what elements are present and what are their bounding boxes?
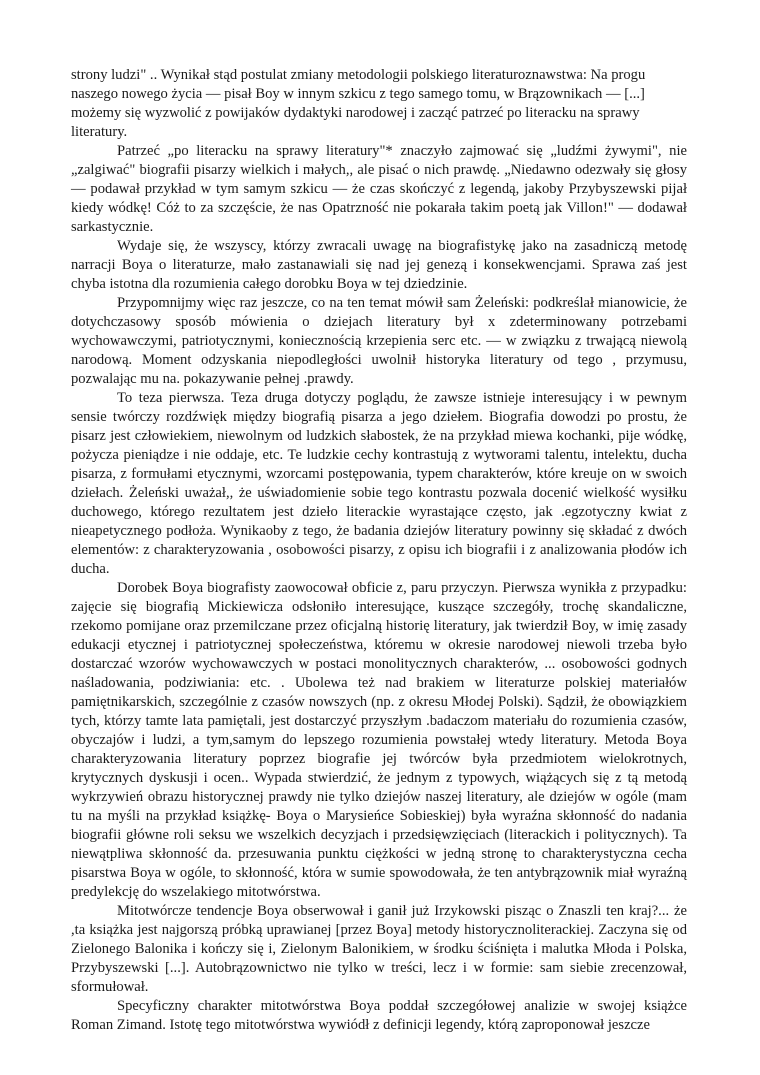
paragraph-7: Mitotwórcze tendencje Boya obserwował i ganił już Irzykowski pisząc o Znaszli ten kraj?... że ,ta książka jest najgorszą próbką uprawianej [przez Boya] metody historycznoliterackiej. Zaczyna się od Zielonego Balonika i kończy się i, Zielonym Balonikiem, w środku ściśnięta i malutka Młoda i Polska, Przybyszewski [...]. Autobrązownictwo nie tylko w treści, lecz i w formie: sam siebie zrecenzował, sformułował. (71, 903, 687, 995)
paragraph-2: Patrzeć „po literacku na sprawy literatury"* znaczyło zajmować się „ludźmi żywymi", nie „zalgiwać" biografii pisarzy wielkich i małych,, ale pisać o nich prawdę. „Niedawno odezwały się głosy — podawał przykład w tym samym szkicu — że czas skończyć z legendą, jakoby Przybyszewski pijał kiedy wódkę! Cóż to za szczęście, że nas Opatrzność nie pokarała takim poetą jak Villon!" — dodawał sarkastycznie. (71, 143, 687, 235)
paragraph-3: Wydaje się, że wszyscy, którzy zwracali uwagę na biografistykę jako na zasadniczą metodę narracji Boya o literaturze, mało zastanawiali się nad jej genezą i konsekwencjami. Sprawa zaś jest chyba istotna dla rozumienia całego dorobku Boya w tej dziedzinie. (71, 238, 687, 292)
document-page (71, 66, 687, 1035)
paragraph-1: strony ludzi" .. Wynikał stąd postulat zmiany metodologii polskiego literaturoznawstwa: Na progu naszego nowego życia — pisał Boy w innym szkicu z tego samego tomu, w Brązownikach — [...] możemy się wyzwolić z powijaków dydaktyki narodowej i zacząć patrzeć po literacku na sprawy literatury. (71, 67, 646, 140)
paragraph-5: To teza pierwsza. Teza druga dotyczy poglądu, że zawsze istnieje interesujący i w pewnym sensie twórczy rozdźwięk między biografią pisarza a jego dziełem. Biografia dowodzi po prostu, że pisarz jest człowiekiem, niewolnym od ludzkich słabostek, że na przykład miewa kochanki, pije wódkę, pożycza pieniądze i nie oddaje, etc. Te ludzkie cechy kontrastują z wytworami talentu, intelektu, ducha pisarza, z formułami etycznymi, wzorcami postępowania, typem charakterów, które kreuje on w swoich dziełach. Żeleński uważał,, że uświadomienie sobie tego kontrastu pozwala docenić wielkość wysiłku duchowego, którego rezultatem jest dzieło literackie wyrastające często, jak .egzotyczny kwiat z nieapetycznego podłoża. Wynikaoby z tego, że badania dziejów literatury powinny się składać z dwóch elementów: z charakteryzowania , osobowości pisarzy, z opisu ich biografii i z analizowania płodów ich ducha. (71, 390, 687, 577)
paragraph-8: Specyficzny charakter mitotwórstwa Boya poddał szczegółowej analizie w swojej książce Roman Zimand. Istotę tego mitotwórstwa wywiódł z definicji legendy, którą zaproponował jeszcze (71, 998, 687, 1033)
paragraph-4: Przypomnijmy więc raz jeszcze, co na ten temat mówił sam Żeleński: podkreślał mianowicie, że dotychczasowy sposób mówienia o dziejach literatury był x zdeterminowany potrzebami wychowawczymi, patriotycznymi, koniecznością krzepienia serc etc. — w związku z trwającą niewolą narodową. Moment odzyskania niepodległości uwolnił historyka literatury od tego , przymusu, pozwalając mu na. pokazywanie pełnej .prawdy. (71, 295, 687, 387)
paragraph-6: Dorobek Boya biografisty zaowocował obficie z, paru przyczyn. Pierwsza wynikła z przypadku: zajęcie się biografią Mickiewicza odsłoniło interesujące, kuszące szczegóły, trochę skandaliczne, rzekomo pomijane oraz przemilczane przez oficjalną historię literatury, jak twierdził Boy, w imię zasady edukacji etycznej i patriotycznej społeczeństwa, któremu w okresie narodowej niewoli trzeba było dostarczać wzorów wychowawczych w postaci monolitycznych charakterów, ... osobowości godnych naśladowania, podziwiania: etc. . Ubolewa też nad brakiem w literaturze polskiej materiałów pamiętnikarskich, szczególnie z czasów nowszych (np. z okresu Młodej Polski). Sądził, że obowiązkiem tych, którzy tamte lata pamiętali, jest dostarczyć przyszłym .badaczom materiału do rozumienia czasów, obyczajów i ludzi, a tym,samym do lepszego rozumienia powstałej wtedy literatury. Metoda Boya charakteryzowania literatury poprzez biografie jej twórców była przedmiotem wielokrotnych, krytycznych dyskusji i ocen.. Wypada stwierdzić, że jednym z typowych, wiążących się z tą metodą wykrzywień obrazu historycznej prawdy nie tylko dziejów naszej literatury, ale dziejów w ogóle (mam tu na myśli na przykład książkę- Boya o Marysieńce Sobieskiej) była wyraźna skłonność do nadania biografii główne roli seksu we wszelkich decyzjach i przedsięwzięciach (literackich i politycznych). Ta niewątpliwa skłonność da. przesuwania punktu ciężkości w jedną stronę to charakterystyczna cecha pisarstwa Boya w ogóle, to skłonność, która w sumie spowodowała, że ten antybrązownik miał wyraźną predylekcję do wszelakiego mitotwórstwa. (71, 580, 687, 900)
